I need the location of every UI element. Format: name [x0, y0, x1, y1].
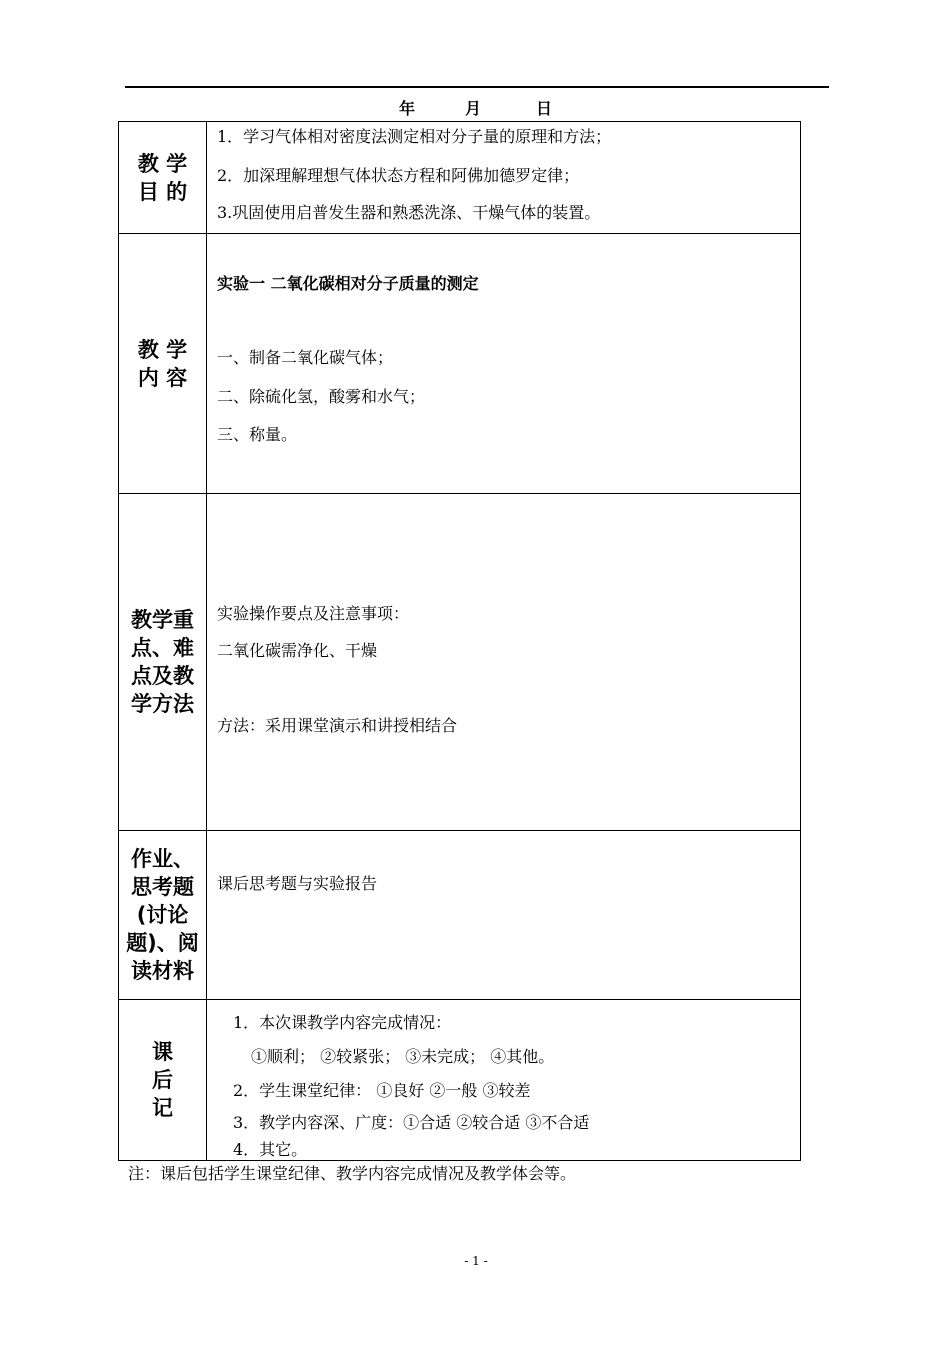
- keypoints-line-1: 实验操作要点及注意事项：: [217, 604, 410, 623]
- objective-line-3: 3.巩固使用启普发生器和熟悉洗涤、干燥气体的装置。: [217, 203, 601, 222]
- keypoints-label-cell: [119, 494, 207, 831]
- after-class-line-1: 1．本次课教学内容完成情况：: [233, 1013, 452, 1032]
- objectives-label-cell: [119, 122, 207, 234]
- homework-content: [207, 831, 801, 1000]
- after-class-line-3: 2．学生课堂纪律： ①良好 ②一般 ③较差: [233, 1081, 531, 1100]
- objectives-content: [207, 122, 801, 234]
- content-content: [207, 234, 801, 494]
- after-class-line-4: 3．教学内容深、广度：①合适 ②较合适 ③不合适: [233, 1113, 590, 1132]
- page-number: - 1 -: [464, 1254, 488, 1268]
- objectives-label: 教 学 目 的: [137, 151, 188, 204]
- homework-label: 作业、 思考题 (讨论 题)、阅 读材料: [126, 847, 199, 983]
- after-class-content: [207, 1000, 801, 1161]
- lesson-plan-table: [118, 121, 801, 1161]
- keypoints-line-2: 二氧化碳需净化、干燥: [217, 641, 378, 660]
- header-rule: [125, 86, 829, 88]
- row-after-class: [119, 1000, 801, 1161]
- date-line: [118, 96, 800, 120]
- experiment-title: 实验一 二氧化碳相对分子质量的测定: [217, 274, 479, 293]
- date-day-label: 日: [536, 99, 553, 118]
- keypoints-label: 教学重 点、难 点及教 学方法: [131, 608, 194, 716]
- keypoints-content: [207, 494, 801, 831]
- objective-line-2: 2．加深理解理想气体状态方程和阿佛加德罗定律；: [217, 166, 580, 185]
- row-homework: [119, 831, 801, 1000]
- after-class-label: 课 后 记: [152, 1040, 173, 1120]
- date-month-label: 月: [465, 99, 482, 118]
- content-label-cell: [119, 234, 207, 494]
- row-content: [119, 234, 801, 494]
- date-year-label: 年: [399, 99, 416, 118]
- footnote: 注：课后包括学生课堂纪律、教学内容完成情况及教学体会等。: [128, 1164, 577, 1183]
- row-keypoints: [119, 494, 801, 831]
- content-line-3: 三、称量。: [217, 425, 298, 444]
- content-label: 教 学 内 容: [137, 337, 188, 390]
- homework-label-cell: [119, 831, 207, 1000]
- content-line-2: 二、除硫化氢，酸雾和水气；: [217, 387, 426, 406]
- after-class-label-cell: [119, 1000, 207, 1161]
- row-objectives: [119, 122, 801, 234]
- after-class-line-5: 4．其它。: [233, 1140, 308, 1159]
- homework-line-1: 课后思考题与实验报告: [217, 874, 378, 893]
- objective-line-1: 1．学习气体相对密度法测定相对分子量的原理和方法；: [217, 127, 612, 146]
- after-class-line-2: ①顺利； ②较紧张； ③未完成； ④其他。: [251, 1047, 555, 1066]
- keypoints-line-3: 方法：采用课堂演示和讲授相结合: [217, 716, 458, 735]
- content-line-1: 一、制备二氧化碳气体；: [217, 348, 394, 367]
